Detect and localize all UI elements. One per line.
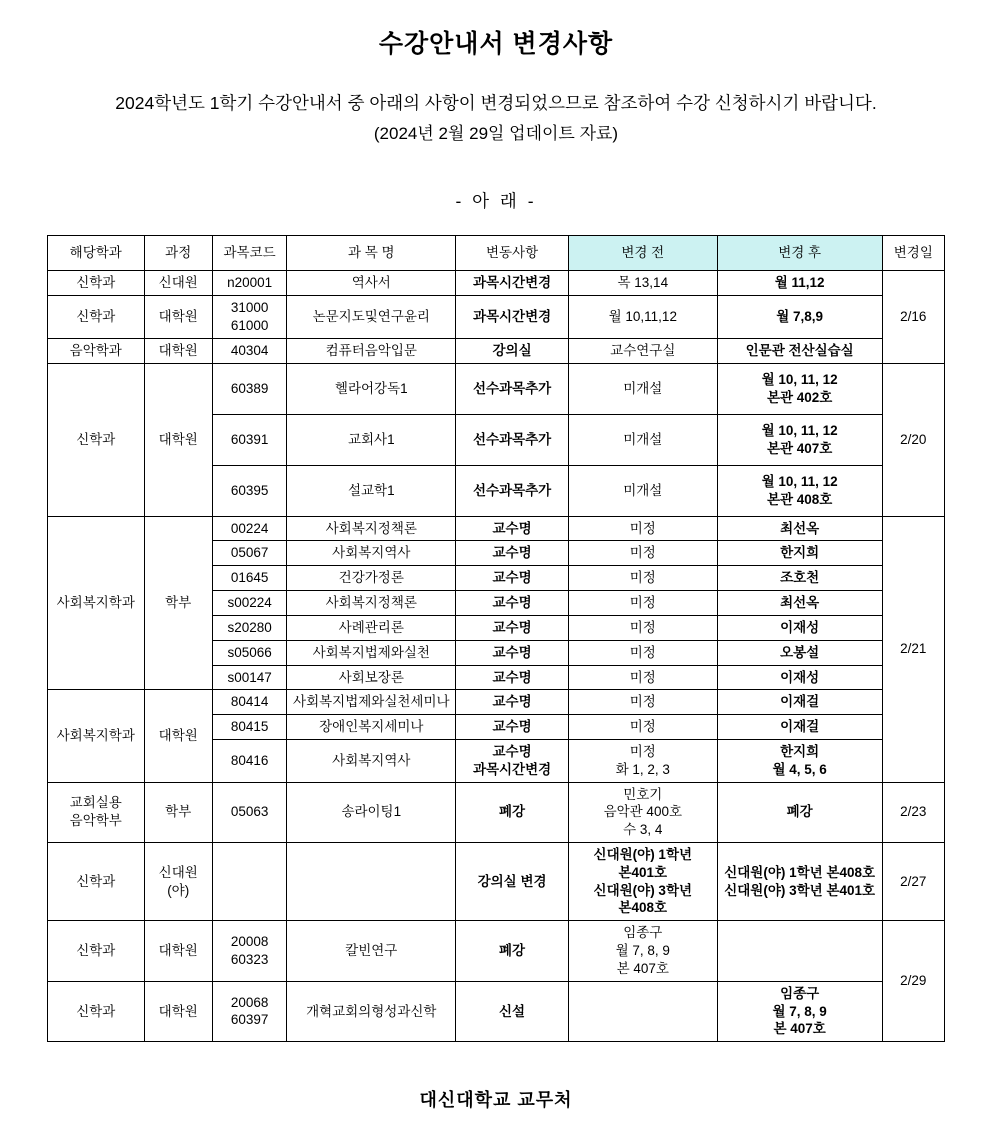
table-body [48,271,945,1042]
cell-code: 80414 [212,690,286,715]
cell-course: 사회복지역사 [287,739,456,782]
cell-code: 80416 [212,739,286,782]
cell-change-type: 선수과목추가 [456,363,569,414]
cell-after: 오봉설 [717,640,882,665]
cell-dept: 신학과 [48,921,145,981]
cell-code: n20001 [212,271,286,296]
changes-table [47,235,945,1042]
cell-program: 대학원 [144,363,212,516]
cell-before: 미정 [568,541,717,566]
cell-change-type: 강의실 변경 [456,843,569,921]
cell-change-type: 교수명 [456,566,569,591]
cell-code: s00147 [212,665,286,690]
table-row [48,782,945,842]
cell-code [212,843,286,921]
cell-before: 민호기 음악관 400호 수 3, 4 [568,782,717,842]
cell-before: 미정 [568,690,717,715]
cell-date: 2/23 [882,782,944,842]
cell-dept: 사회복지학과 [48,516,145,690]
cell-after: 폐강 [717,782,882,842]
cell-code: 31000 61000 [212,296,286,339]
table-row [48,296,945,339]
cell-before: 목 13,14 [568,271,717,296]
cell-course: 헬라어강독1 [287,363,456,414]
cell-before: 미개설 [568,363,717,414]
cell-course: 개혁교회의형성과신학 [287,981,456,1041]
cell-program: 대학원 [144,338,212,363]
cell-course [287,843,456,921]
table-row [48,921,945,981]
cell-program: 대학원 [144,981,212,1041]
cell-after: 한지희 월 4, 5, 6 [717,739,882,782]
cell-before: 미정 [568,640,717,665]
table-row [48,843,945,921]
cell-code: 05063 [212,782,286,842]
cell-after: 조호천 [717,566,882,591]
cell-date: 2/21 [882,516,944,782]
cell-after: 이재걸 [717,715,882,740]
cell-change-type: 선수과목추가 [456,465,569,516]
cell-change-type: 교수명 [456,640,569,665]
cell-change-type: 교수명 [456,615,569,640]
cell-after: 신대원(야) 1학년 본408호 신대원(야) 3학년 본401호 [717,843,882,921]
cell-dept: 사회복지학과 [48,690,145,782]
page-title: 수강안내서 변경사항 [378,30,614,58]
cell-change-type: 선수과목추가 [456,414,569,465]
cell-program: 학부 [144,516,212,690]
cell-course: 사회복지정책론 [287,591,456,616]
cell-course: 사례관리론 [287,615,456,640]
document-footer: 대신대학교 교무처 [419,1090,573,1111]
below-label: - 아 래 - [455,191,537,212]
cell-dept: 교회실용 음악학부 [48,782,145,842]
header-before: 변경 전 [568,236,717,271]
cell-before: 미개설 [568,465,717,516]
cell-after: 이재걸 [717,690,882,715]
cell-change-type: 신설 [456,981,569,1041]
table-row [48,363,945,414]
cell-code: 05067 [212,541,286,566]
cell-dept: 신학과 [48,363,145,516]
cell-program: 신대원 [144,271,212,296]
intro-line-1: 2024학년도 1학기 수강안내서 중 아래의 사항이 변경되었으므로 참조하여 수강 신청하시기 바랍니다. [115,93,877,113]
cell-code: 20008 60323 [212,921,286,981]
header-date: 변경일 [882,236,944,271]
header-course: 과 목 명 [287,236,456,271]
cell-dept: 음악학과 [48,338,145,363]
cell-program: 학부 [144,782,212,842]
cell-after: 최선옥 [717,591,882,616]
cell-code: 60391 [212,414,286,465]
cell-program: 대학원 [144,296,212,339]
cell-after: 이재성 [717,665,882,690]
cell-date: 2/20 [882,363,944,516]
cell-code: 60389 [212,363,286,414]
cell-date: 2/27 [882,843,944,921]
cell-date: 2/29 [882,921,944,1042]
cell-change-type: 폐강 [456,921,569,981]
header-after: 변경 후 [717,236,882,271]
cell-code: s00224 [212,591,286,616]
cell-course: 사회복지법제와실천 [287,640,456,665]
cell-after: 인문관 전산실습실 [717,338,882,363]
cell-code: 80415 [212,715,286,740]
table-row [48,516,945,541]
cell-before: 미정 [568,615,717,640]
cell-code: s20280 [212,615,286,640]
cell-course: 논문지도및연구윤리 [287,296,456,339]
cell-change-type: 교수명 과목시간변경 [456,739,569,782]
cell-change-type: 교수명 [456,715,569,740]
intro-line-2: (2024년 2월 29일 업데이트 자료) [373,123,619,143]
table-header-row [48,236,945,271]
cell-before: 임종구 월 7, 8, 9 본 407호 [568,921,717,981]
cell-course: 역사서 [287,271,456,296]
cell-course: 칼빈연구 [287,921,456,981]
cell-course: 사회복지법제와실천세미나 [287,690,456,715]
cell-course: 장애인복지세미나 [287,715,456,740]
table-row [48,981,945,1041]
header-code: 과목코드 [212,236,286,271]
cell-change-type: 강의실 [456,338,569,363]
cell-before: 미정 [568,591,717,616]
cell-before: 미정 [568,566,717,591]
cell-after: 한지희 [717,541,882,566]
intro-paragraph [26,88,966,148]
cell-after: 이재성 [717,615,882,640]
cell-program: 대학원 [144,690,212,782]
cell-before: 미정 [568,665,717,690]
header-dept: 해당학과 [48,236,145,271]
cell-before: 미정 화 1, 2, 3 [568,739,717,782]
cell-code: 40304 [212,338,286,363]
table-row [48,690,945,715]
cell-course: 건강가정론 [287,566,456,591]
cell-dept: 신학과 [48,296,145,339]
cell-change-type: 교수명 [456,591,569,616]
cell-before: 신대원(야) 1학년 본401호 신대원(야) 3학년 본408호 [568,843,717,921]
cell-after: 최선옥 [717,516,882,541]
table-row [48,338,945,363]
cell-course: 사회복지역사 [287,541,456,566]
cell-change-type: 과목시간변경 [456,271,569,296]
table-row [48,271,945,296]
cell-course: 설교학1 [287,465,456,516]
cell-dept: 신학과 [48,843,145,921]
cell-course: 컴퓨터음악입문 [287,338,456,363]
cell-change-type: 교수명 [456,665,569,690]
cell-change-type: 교수명 [456,541,569,566]
cell-dept: 신학과 [48,271,145,296]
cell-code: 60395 [212,465,286,516]
cell-code: 20068 60397 [212,981,286,1041]
cell-code: s05066 [212,640,286,665]
cell-after [717,921,882,981]
cell-after: 월 10, 11, 12 본관 408호 [717,465,882,516]
header-change-type: 변동사항 [456,236,569,271]
cell-program: 신대원 (야) [144,843,212,921]
cell-course: 송라이팅1 [287,782,456,842]
cell-change-type: 교수명 [456,516,569,541]
cell-dept: 신학과 [48,981,145,1041]
cell-date: 2/16 [882,271,944,363]
cell-before: 미정 [568,516,717,541]
header-program: 과정 [144,236,212,271]
cell-change-type: 교수명 [456,690,569,715]
cell-after: 월 10, 11, 12 본관 402호 [717,363,882,414]
cell-program: 대학원 [144,921,212,981]
cell-course: 사회보장론 [287,665,456,690]
cell-before: 교수연구실 [568,338,717,363]
cell-before: 미개설 [568,414,717,465]
cell-after: 임종구 월 7, 8, 9 본 407호 [717,981,882,1041]
cell-code: 00224 [212,516,286,541]
cell-change-type: 과목시간변경 [456,296,569,339]
cell-after: 월 11,12 [717,271,882,296]
cell-before: 월 10,11,12 [568,296,717,339]
cell-before: 미정 [568,715,717,740]
cell-after: 월 10, 11, 12 본관 407호 [717,414,882,465]
cell-course: 교회사1 [287,414,456,465]
cell-change-type: 폐강 [456,782,569,842]
cell-code: 01645 [212,566,286,591]
cell-after: 월 7,8,9 [717,296,882,339]
cell-before [568,981,717,1041]
cell-course: 사회복지정책론 [287,516,456,541]
